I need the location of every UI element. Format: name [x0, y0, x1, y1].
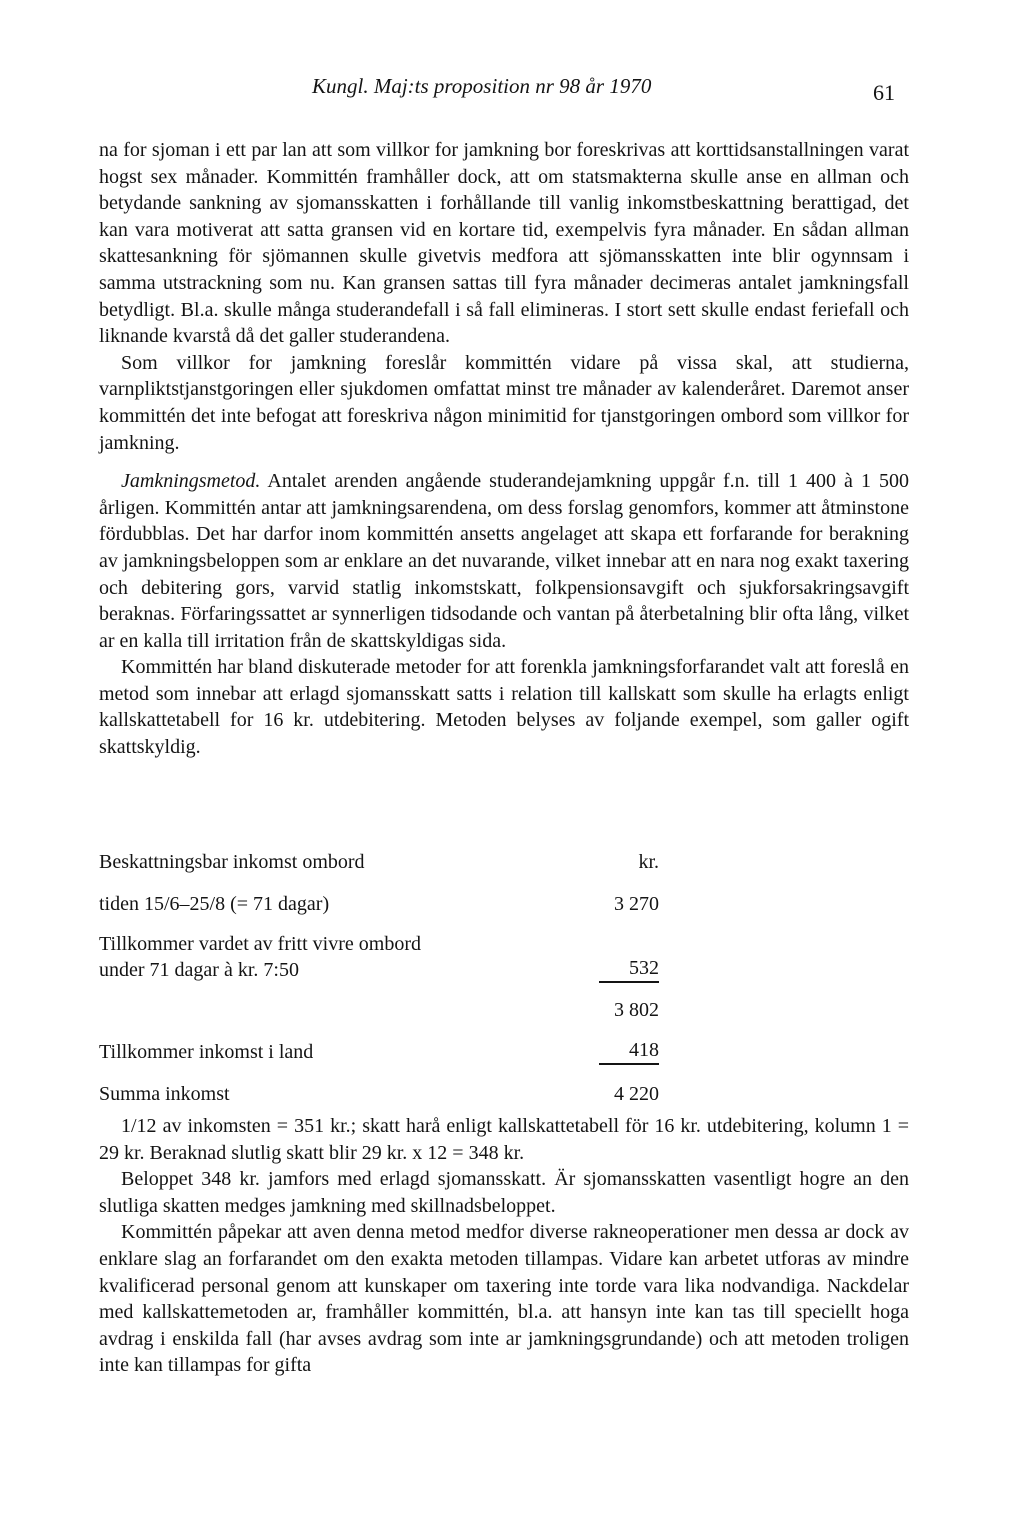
page-number: 61	[873, 80, 895, 105]
calculation-label: Beskattningsbar inkomst ombord	[99, 851, 365, 873]
calculation-row	[99, 1037, 659, 1065]
paragraph: Som villkor for jamkning foreslår kommittén vidare på vissa skal, att studierna, varnpliktstjanstgoringen eller sjukdomen omfattat minst tre månader av kalenderåret. Daremot anser kommittén det inte befogat att foreskriva någon minimitid for tjanstgoringen ombord som villkor for jamkning.	[99, 351, 909, 454]
calculation-label: tiden 15/6–25/8 (= 71 dagar)	[99, 893, 330, 915]
calculation-value: 532	[599, 955, 659, 983]
calculation-row	[99, 1079, 659, 1107]
calculation-value: 4 220	[614, 1083, 659, 1105]
paragraph	[99, 468, 909, 654]
calculation-example	[99, 847, 659, 1107]
running-title: Kungl. Maj:ts proposition nr 98 år 1970	[312, 74, 652, 98]
calculation-value: kr.	[638, 851, 659, 873]
paragraph-text: Antalet arenden angående studerandejamkning uppgår f.n. till 1 400 à 1 500 årligen. Kommittén antar att jamkningsarendena, om dess forslag genomfors, kommer att åtminstone fördubblas. Det har darfor inom kommittén ansetts angelaget att skapa ett forfarande for berakning av jamkningsbeloppen som ar enklare an det nuvarande, vilket innebar att en nara nog exakt taxering och debitering gors, varvid statlig inkomstskatt, folkpensionsavgift och sjukforsakringsavgift beraknas. Förfaringssattet ar synnerligen tidsodande och vantan på återbetalning blir ofta lång, vilket ar en kalla till irritation från de skattskyldigas sida.	[99, 470, 909, 652]
calculation-label: Tillkommer vardet av fritt vivre ombord under 71 dagar à kr. 7:50	[99, 933, 421, 981]
calculation-value: 3 270	[614, 893, 659, 915]
calculation-value: 418	[599, 1037, 659, 1065]
calculation-row	[99, 995, 659, 1023]
calculation-value: 3 802	[614, 999, 659, 1021]
paragraph: Kommittén påpekar att aven denna metod medfor diverse rakneoperationer men dessa ar dock av enklare slag an forfarandet om den exakta metoden tillampas. Vidare kan arbetet utforas av mindre kvalificerad personal genom att kunskaper om taxering inte torde vara lika nodvandiga. Nackdelar med kallskattemetoden ar, framhåller kommittén, bl.a. att hansyn inte kan tas till speciellt hoga avdrag i enskilda fall (har avses avdrag som inte ar jamkningsgrundande) och att metoden troligen inte kan tillampas for gifta	[99, 1221, 909, 1377]
section-heading: Jamkningsmetod.	[121, 470, 261, 493]
body-text	[99, 137, 909, 761]
paragraph: Beloppet 348 kr. jamfors med erlagd sjomansskatt. Är sjomansskatten vasentligt hogre an den slutliga skatten medges jamkning med skillnadsbeloppet.	[99, 1168, 909, 1217]
body-text-continued	[99, 1113, 909, 1379]
calculation-row	[99, 931, 659, 983]
paragraph: na for sjoman i ett par lan att som villkor for jamkning bor foreskrivas att korttidsanstallningen varat hogst sex månader. Kommittén framhåller dock, att om statsmakterna skulle anse en allman och betydande sankning av sjomansskatten i forhållande till vanlig inkomstbeskattning berattigad, det kan vara motiverat att satta gransen vid en kortare tid, exempelvis fyra månader. En sådan allman skattesankning för sjömannen skulle givetvis medfora att sjömansskatten inte blir ogynnsam i samma utstrackning som nu. Kan gransen sattas till fyra månader decimeras antalet jamkningsfall betydligt. Bl.a. skulle många studerandefall i så fall elimineras. I stort sett skulle endast feriefall och liknande kvarstå då det galler studerandena.	[99, 139, 909, 348]
paragraph: Kommittén har bland diskuterade metoder for att forenkla jamkningsforfarandet valt att foreslå en metod som innebar att erlagd sjomansskatt satts i relation till kallskatt som skulle ha erlagts enligt kallskattetabell for 16 kr. utdebitering. Metoden belyses av foljande exempel, som galler ogift skattskyldig.	[99, 656, 909, 759]
calculation-label: Summa inkomst	[99, 1083, 230, 1105]
calculation-row	[99, 847, 659, 875]
paragraph: 1/12 av inkomsten = 351 kr.; skatt harå enligt kallskattetabell för 16 kr. utdebitering, kolumn 1 = 29 kr. Beraknad slutlig skatt blir 29 kr. x 12 = 348 kr.	[99, 1115, 909, 1164]
page-header	[0, 74, 1024, 108]
calculation-row	[99, 889, 659, 917]
calculation-label: Tillkommer inkomst i land	[99, 1041, 314, 1063]
